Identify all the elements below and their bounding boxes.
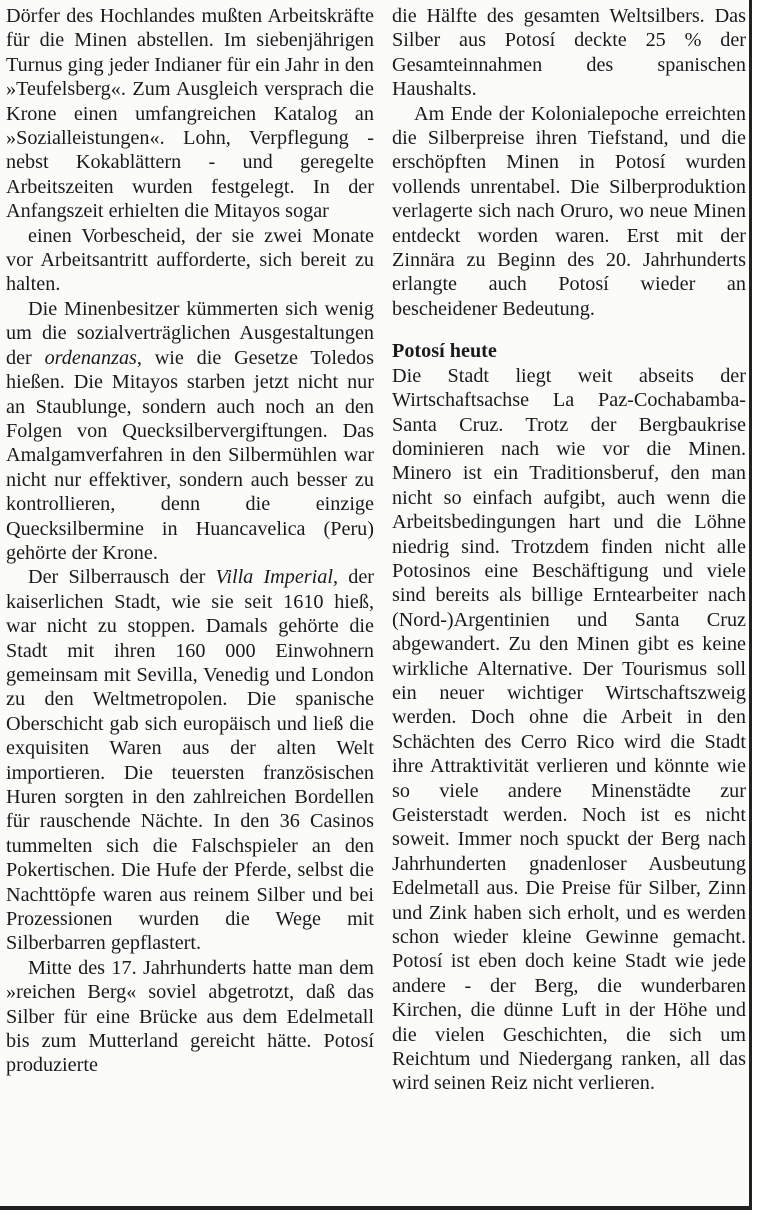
italic-term-ordenanzas: ordenanzas: [44, 346, 137, 369]
text-segment: , wie die Gesetze Toledos hießen. Die Mitayos starben jetzt nicht nur an Staublunge, sondern auch noch an den Folgen von Quecksilbervergiftungen. Das Amalgamverfahren in den Silbermühlen war nicht nur effektiver, sondern auch besser zu kontrollieren, denn die einzige Quecksilbermine in Huancavelica (Peru) gehörte der Krone.: [6, 346, 374, 564]
paragraph-mita-labor: Dörfer des Hochlandes mußten Arbeitskräfte für die Minen abstellen. Im siebenjährigen Turnus ging jeder Indianer für ein Jahr in den »Teufelsberg«. Zum Ausgleich versprach die Krone einen umfangreichen Katalog an »Sozialleistungen«. Lohn, Verpflegung - nebst Kokablättern - und geregelte Arbeitszeiten wurden festgelegt. In der Anfangszeit erhielten die Mitayos sogar: [6, 5, 374, 223]
right-column: [392, 4, 746, 1096]
section-heading-potosi-heute: Potosí heute: [392, 340, 497, 363]
italic-term-villa-imperial: Villa Imperial: [215, 566, 333, 589]
left-column: [6, 4, 374, 1078]
paragraph-colonial-end: Am Ende der Kolonialepoche erreichten die Silberpreise ihren Tiefstand, und die erschöpften Minen in Potosí wurden vollends unrentabel. Die Silberproduktion verlagerte sich nach Oruro, wo neue Minen entdeckt worden waren. Erst mit der Zinnära zu Beginn des 20. Jahrhunderts erlangte auch Potosí wieder an bescheidener Bedeutung.: [392, 102, 746, 320]
text-segment: , der kaiserlichen Stadt, wie sie seit 1610 hieß, war nicht zu stoppen. Damals gehörte die Stadt mit ihren 160 000 Einwohnern gemeinsam mit Sevilla, Venedig und London zu den Weltmetropolen. Die spanische Oberschicht gab sich europäisch und ließ die exquisiten Waren aus der alten Welt importieren. Die teuersten französischen Huren sorgten in den zahlreichen Bordellen für rauschende Nächte. In den 36 Casinos tummelten sich die Falschspieler an den Pokertischen. Die Hufe der Pferde, selbst die Nachttöpfe waren aus reinem Silber und bei Prozessionen wurden die Wege mit Silberbarren gepflastert.: [6, 566, 374, 955]
paragraph-silver-bridge: Mitte des 17. Jahrhunderts hatte man dem »reichen Berg« soviel abgetrotzt, daß das Silber für eine Brücke aus dem Edelmetall bis zum Mutterland gereicht hätte. Potosí produzierte: [6, 956, 374, 1077]
paragraph-potosi-today: Die Stadt liegt weit abseits der Wirtschaftsachse La Paz-Cochabamba-Santa Cruz. Trotz der Bergbaukrise dominieren nach wie vor die Minen. Minero ist ein Traditionsberuf, den man nicht so einfach aufgibt, auch wenn die Arbeitsbedingungen hart und die Löhne niedrig sind. Trotzdem finden nicht alle Potosinos eine Beschäftigung und viele sind bereits als billige Erntearbeiter nach (Nord-)Argentinien und Santa Cruz abgewandert. Zu den Minen gibt es keine wirkliche Alternative. Der Tourismus soll ein neuer wichtiger Wirtschaftszweig werden. Doch ohne die Arbeit in den Schächten des Cerro Rico wird die Stadt ihre Attraktivität verlieren und könnte wie so viele andere Minenstädte zur Geisterstadt werden. Noch ist es nicht soweit. Immer noch spuckt der Berg nach Jahrhunderten gnadenloser Ausbeutung Edelmetall aus. Die Preise für Silber, Zinn und Zink haben sich erholt, und es werden schon wieder kleine Gewinne gemacht. Potosí ist eben doch keine Stadt wie jede andere - der Berg, die wunderbaren Kirchen, die dünne Luft in der Höhe und die vielen Geschichten, die sich um Reichtum und Niedergang ranken, all das wird seinen Reiz nicht verlieren.: [392, 364, 746, 1095]
paragraph-ordenanzas: [6, 297, 374, 565]
paragraph-world-silver: die Hälfte des gesamten Weltsilbers. Das Silber aus Potosí deckte 25 % der Gesamteinnahmen des spanischen Haushalts.: [392, 5, 746, 101]
text-segment: Die Minenbesitzer kümmerten sich wenig um die sozialverträglichen Ausgestaltungen der: [6, 297, 374, 369]
paragraph-villa-imperial: [6, 565, 374, 956]
text-segment: Der Silberrausch der: [28, 566, 216, 589]
paragraph-vorbescheid: einen Vorbescheid, der sie zwei Monate vor Arbeitsantritt aufforderte, sich bereit zu halten.: [6, 224, 374, 296]
